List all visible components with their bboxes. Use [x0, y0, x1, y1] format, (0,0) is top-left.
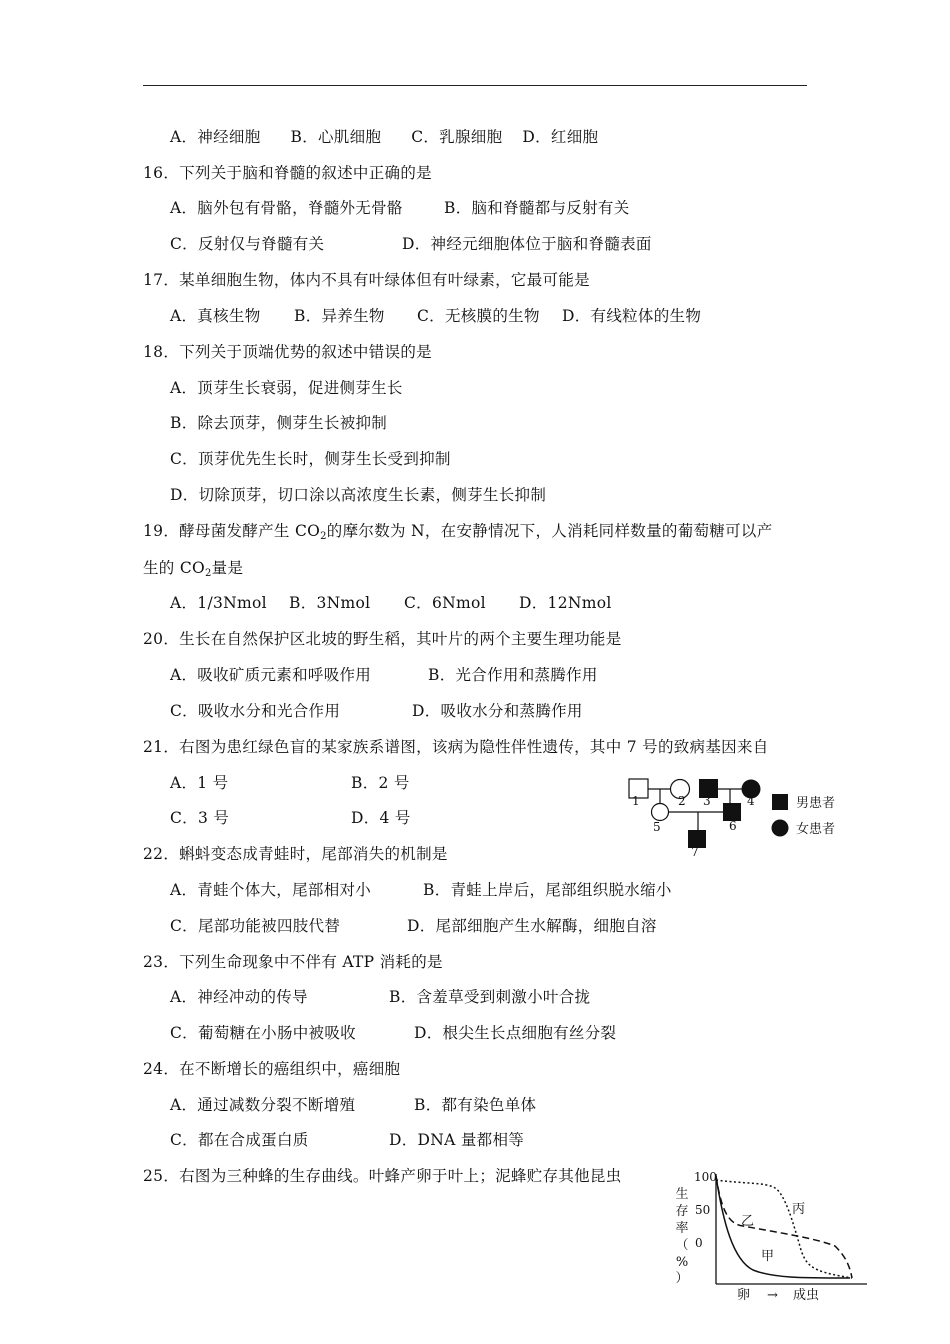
q17-stem: 17．某单细胞生物，体内不具有叶绿体但有叶绿素，它最可能是: [143, 271, 590, 289]
ylabel-char-4: %: [675, 1255, 689, 1270]
y-tick-50: 50: [695, 1203, 711, 1217]
q23-option-d: D．根尖生长点细胞有丝分裂: [414, 1024, 617, 1042]
ylabel-char-1: 存: [675, 1204, 689, 1219]
q20-option-a: A．吸收矿质元素和呼吸作用: [170, 666, 372, 684]
q24-option-a: A．通过减数分裂不断增殖: [170, 1096, 356, 1114]
xlabel-arrow: →: [767, 1288, 778, 1303]
q19-stem: 19．酵母菌发酵产生 $CO_2$的摩尔数为 N，在安静情况下，人消耗同样数量的葡萄糖可以产: [143, 522, 773, 542]
survival-curve-chart: [665, 1162, 875, 1344]
q20-option-d: D．吸收水分和蒸腾作用: [412, 702, 583, 720]
q21-option-c: C．3 号: [170, 809, 230, 827]
q17-option-b: B．异养生物: [294, 307, 385, 325]
q21-option-d: D．4 号: [351, 809, 411, 827]
q24-stem: 24．在不断增长的癌组织中，癌细胞: [143, 1060, 401, 1078]
xlabel-end: 成虫: [793, 1288, 820, 1303]
q15-option-d: D．红细胞: [522, 128, 599, 146]
q18-option-b: B．除去顶芽，侧芽生长被抑制: [170, 414, 388, 432]
y-tick-0: 0: [695, 1236, 703, 1250]
q19-option-c: C．6Nmol: [404, 594, 486, 612]
q16-option-b: B．脑和脊髓都与反射有关: [444, 199, 630, 217]
ylabel-char-2: 率: [675, 1221, 689, 1236]
legend-male-label: 男患者: [796, 796, 836, 811]
q17-option-c: C．无核膜的生物: [417, 307, 540, 325]
q15-option-b: B．心肌细胞: [290, 128, 382, 146]
q23-option-b: B．含羞草受到刺激小叶合拢: [389, 988, 591, 1006]
legend-female-symbol: [772, 820, 789, 837]
q25-stem: 25．右图为三种蜂的生存曲线。叶蜂产卵于叶上；泥蜂贮存其他昆虫: [143, 1167, 622, 1185]
q17-option-a: A．真核生物: [170, 307, 261, 325]
pedigree-diagram: [620, 770, 850, 860]
q22-option-a: A．青蛙个体大，尾部相对小: [170, 881, 372, 899]
q18-option-d: D．切除顶芽，切口涂以高浓度生长素，侧芽生长抑制: [170, 486, 547, 504]
legend-female-label: 女患者: [796, 822, 836, 837]
q24-option-c: C．都在合成蛋白质: [170, 1131, 309, 1149]
q18-option-c: C．顶芽优先生长时，侧芽生长受到抑制: [170, 450, 451, 468]
pedigree-label-6: 6: [729, 819, 737, 833]
q21-stem: 21．右图为患红绿色盲的某家族系谱图，该病为隐性伴性遗传，其中 7 号的致病基因来自: [143, 738, 769, 756]
pedigree-label-2: 2: [678, 794, 686, 808]
q15-options: [170, 127, 598, 147]
q22-option-b: B．青蛙上岸后，尾部组织脱水缩小: [423, 881, 672, 899]
ylabel-char-0: 生: [675, 1187, 689, 1202]
legend-male-symbol: [772, 794, 788, 810]
q18-option-a: A．顶芽生长衰弱，促进侧芽生长: [170, 379, 403, 397]
ylabel-char-5: ）: [675, 1271, 689, 1286]
q16-option-c: C．反射仅与脊髓有关: [170, 235, 325, 253]
pedigree-label-7: 7: [691, 845, 699, 859]
q22-stem: 22．蝌蚪变态成青蛙时，尾部消失的机制是: [143, 845, 448, 863]
q19-stem-cont: 生的 $CO_2$量是: [143, 559, 244, 579]
header-rule: [143, 85, 807, 86]
q22-option-c: C．尾部功能被四肢代替: [170, 917, 341, 935]
series-jia-line: [716, 1176, 850, 1278]
q18-stem: 18．下列关于顶端优势的叙述中错误的是: [143, 343, 432, 361]
q21-option-a: A．1 号: [170, 774, 229, 792]
q20-option-b: B．光合作用和蒸腾作用: [428, 666, 598, 684]
q15-option-a: A．神经细胞: [170, 128, 261, 146]
pedigree-label-4: 4: [747, 794, 755, 808]
q24-option-b: B．都有染色单体: [414, 1096, 537, 1114]
q23-option-c: C．葡萄糖在小肠中被吸收: [170, 1024, 356, 1042]
q24-option-d: D．DNA 量都相等: [389, 1131, 525, 1149]
q16-stem: 16．下列关于脑和脊髓的叙述中正确的是: [143, 164, 432, 182]
series-yi-line: [716, 1176, 852, 1278]
q15-option-c: C．乳腺细胞: [411, 128, 503, 146]
pedigree-label-1: 1: [632, 794, 640, 808]
xlabel-start: 卵: [737, 1288, 751, 1303]
q19-option-d: D．12Nmol: [519, 594, 612, 612]
series-yi-label: 乙: [741, 1214, 755, 1229]
q23-stem: 23．下列生命现象中不伴有 ATP 消耗的是: [143, 953, 443, 971]
q21-option-b: B．2 号: [351, 774, 410, 792]
q20-stem: 20．生长在自然保护区北坡的野生稻，其叶片的两个主要生理功能是: [143, 630, 622, 648]
pedigree-label-3: 3: [703, 794, 711, 808]
q17-option-d: D．有线粒体的生物: [562, 307, 702, 325]
q19-option-a: A．1/3Nmol: [170, 594, 267, 612]
series-bing-label: 丙: [792, 1202, 806, 1217]
y-tick-100: 100: [694, 1170, 717, 1184]
q16-option-a: A．脑外包有骨骼，脊髓外无骨骼: [170, 199, 403, 217]
q19-option-b: B．3Nmol: [289, 594, 371, 612]
pedigree-label-5: 5: [653, 820, 661, 834]
q16-option-d: D．神经元细胞体位于脑和脊髓表面: [402, 235, 652, 253]
series-bing-line: [716, 1180, 852, 1278]
q23-option-a: A．神经冲动的传导: [170, 988, 308, 1006]
series-jia-label: 甲: [761, 1249, 775, 1264]
q20-option-c: C．吸收水分和光合作用: [170, 702, 341, 720]
ylabel-char-3: （: [675, 1238, 689, 1253]
q22-option-d: D．尾部细胞产生水解酶，细胞自溶: [407, 917, 657, 935]
pedigree-member-5: [652, 804, 669, 821]
